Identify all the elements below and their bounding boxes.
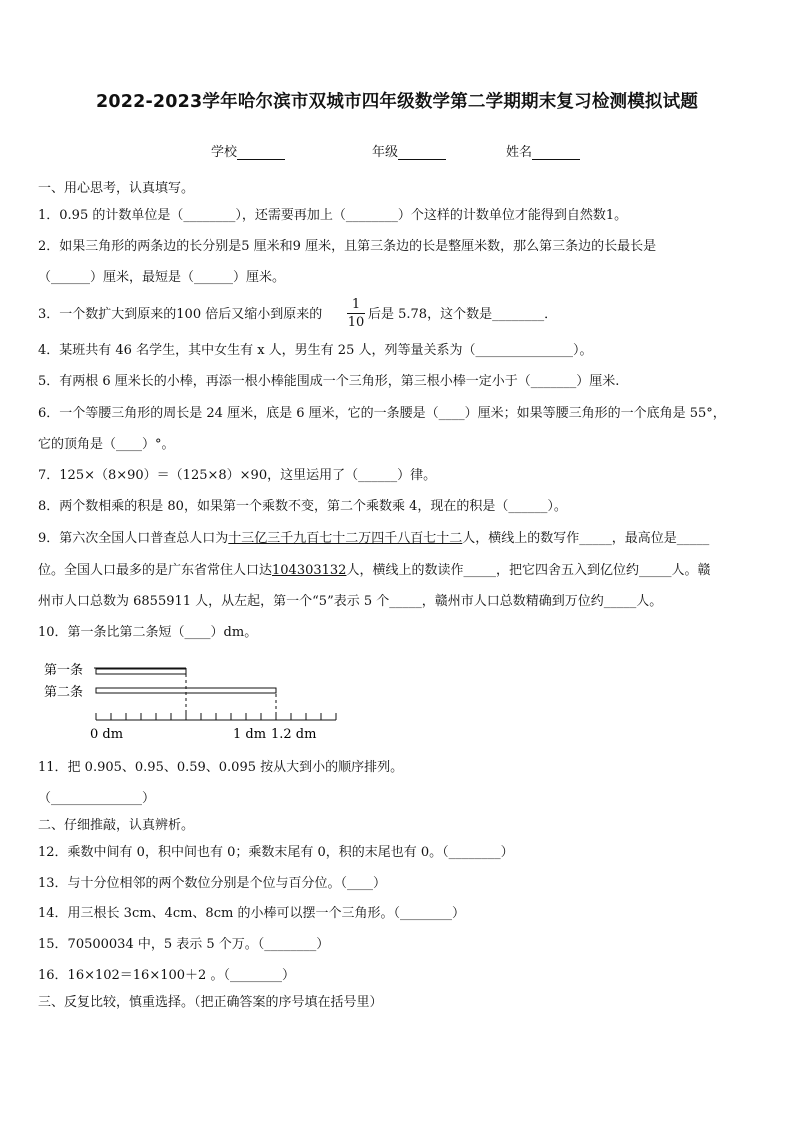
- question-1: 1．0.95 的计数单位是（________），还需要再加上（________）个这样的计数单位才能得到自然数1。: [38, 208, 628, 223]
- tick-label-0: 0 dm: [90, 727, 124, 742]
- school-field: [211, 141, 285, 160]
- grade-field: [372, 141, 446, 160]
- question-11-answer-blank: （______________）: [38, 791, 156, 806]
- name-label: 姓名: [506, 145, 533, 160]
- question-9-line-2: [38, 563, 710, 579]
- question-5: 5．有两根 6 厘米长的小棒，再添一根小棒能围成一个三角形，第三根小棒一定小于（_______）厘米.: [38, 374, 620, 389]
- question-9-line-3: 州市人口总数为 6855911 人，从左起，第一个“5”表示 5 个_____，赣州市人口总数精确到万位约_____人。: [38, 594, 663, 609]
- section-heading-3: 三、反复比较，慎重选择。（把正确答案的序号填在括号里）: [38, 995, 383, 1010]
- q9-underlined-number: 104303132: [272, 563, 347, 578]
- question-12: 12．乘数中间有 0，积中间也有 0；乘数末尾有 0，积的末尾也有 0。（________）: [38, 845, 514, 860]
- question-10: 10．第一条比第二条短（____）dm。: [38, 625, 258, 640]
- bar-one: [96, 669, 186, 674]
- question-11: 11．把 0.905、0.95、0.59、0.095 按从大到小的顺序排列。: [38, 760, 404, 775]
- question-6-line-1: 6．一个等腰三角形的周长是 24 厘米，底是 6 厘米，它的一条腰是（____）厘米；如果等腰三角形的一个底角是 55°，: [38, 406, 726, 421]
- bar2-label: 第二条: [44, 685, 84, 700]
- q9-text-4: 人，横线上的数读作_____，把它四舍五入到亿位约_____人。赣: [346, 563, 711, 578]
- name-blank[interactable]: [532, 145, 580, 160]
- tick-label-1: 1 dm: [233, 727, 267, 742]
- length-comparison-figure: [40, 656, 340, 742]
- question-2-line-1: 2．如果三角形的两条边的长分别是5 厘米和9 厘米，且第三条边的长是整厘米数，那么第三条边的长最长是: [38, 239, 657, 254]
- fraction-denominator: 10: [347, 315, 365, 330]
- question-4: 4．某班共有 46 名学生，其中女生有 x 人，男生有 25 人，列等量关系为（_______________）。: [38, 343, 593, 358]
- q9-text-1: 9．第六次全国人口普查总人口为: [38, 531, 229, 546]
- grade-label: 年级: [372, 145, 399, 160]
- q9-text-2: 人，横线上的数写作_____，最高位是_____: [462, 531, 710, 546]
- question-7: 7．125×（8×90）＝（125×8）×90，这里运用了（______）律。: [38, 468, 437, 483]
- q9-text-3: 位。全国人口最多的是广东省常住人口达: [38, 563, 273, 578]
- question-14: 14．用三根长 3cm、4cm、8cm 的小棒可以摆一个三角形。（________）: [38, 906, 465, 921]
- tick-label-1-2: 1.2 dm: [271, 727, 317, 742]
- page-title: 2022-2023学年哈尔滨市双城市四年级数学第二学期期末复习检测模拟试题: [95, 92, 699, 112]
- bar1-label: 第一条: [44, 663, 84, 678]
- ruler-ticks: [96, 713, 336, 720]
- question-8: 8．两个数相乘的积是 80，如果第一个乘数不变，第二个乘数乘 4，现在的积是（______）。: [38, 499, 567, 514]
- question-3-part-1: 3．一个数扩大到原来的100 倍后又缩小到原来的: [38, 307, 323, 322]
- question-13: 13．与十分位相邻的两个数位分别是个位与百分位。（____）: [38, 876, 387, 891]
- grade-blank[interactable]: [398, 145, 446, 160]
- question-16: 16．16×102＝16×100＋2 。（________）: [38, 968, 295, 983]
- school-blank[interactable]: [237, 145, 285, 160]
- fraction-numerator: 1: [351, 297, 361, 312]
- fraction-bar: [347, 313, 365, 314]
- question-3-part-2: 后是 5.78，这个数是________．: [368, 307, 558, 322]
- question-6-line-2: 它的顶角是（____）°。: [38, 437, 175, 452]
- name-field: [506, 141, 580, 160]
- q9-underlined-number-words: 十三亿三千九百七十二万四千八百七十二: [228, 531, 463, 546]
- school-label: 学校: [211, 145, 238, 160]
- question-9-line-1: [38, 531, 709, 547]
- fraction-one-tenth: [347, 297, 365, 330]
- section-heading-2: 二、仔细推敲，认真辨析。: [38, 818, 195, 833]
- section-heading-1: 一、用心思考，认真填写。: [38, 181, 195, 196]
- question-2-line-2: （______）厘米，最短是（______）厘米。: [38, 270, 286, 285]
- question-15: 15．70500034 中，5 表示 5 个万。（________）: [38, 937, 330, 952]
